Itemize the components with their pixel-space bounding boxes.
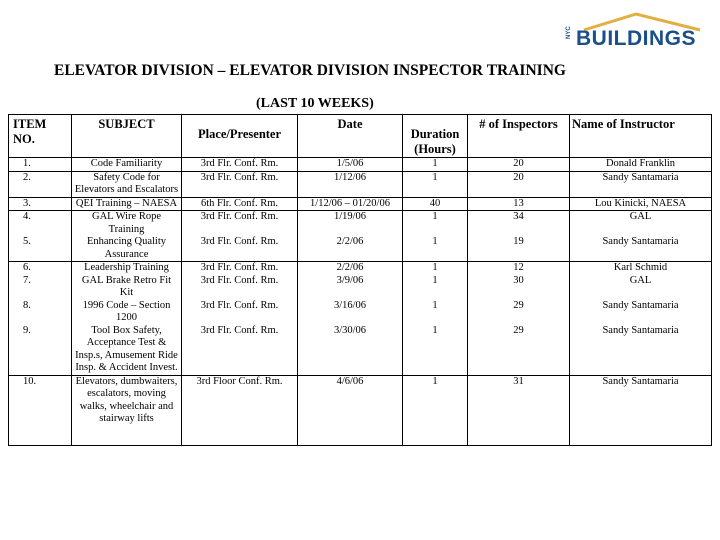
logo-nyc-text: NYC (566, 26, 572, 39)
table-row (9, 375, 712, 445)
cell-subject: GAL Wire Rope Training (72, 211, 182, 237)
cell-subject: Leadership Training (72, 262, 182, 275)
cell-inspectors: 29 (468, 300, 570, 325)
cell-inspectors: 30 (468, 275, 570, 300)
table-row (9, 325, 712, 376)
cell-duration: 1 (403, 171, 468, 197)
cell-place: 3rd Flr. Conf. Rm. (182, 275, 298, 300)
cell-inspectors: 29 (468, 325, 570, 376)
cell-date: 3/9/06 (298, 275, 403, 300)
cell-date: 2/2/06 (298, 236, 403, 262)
cell-date: 3/16/06 (298, 300, 403, 325)
document-title: ELEVATOR DIVISION – ELEVATOR DIVISION INSPECTOR TRAINING (54, 62, 566, 79)
cell-date: 1/12/06 – 01/20/06 (298, 197, 403, 211)
cell-instructor: Lou Kinicki, NAESA (570, 197, 712, 211)
cell-subject: 1996 Code – Section 1200 (72, 300, 182, 325)
cell-item-no: 10. (9, 375, 72, 445)
cell-duration: 1 (403, 211, 468, 237)
cell-duration: 1 (403, 158, 468, 172)
col-header-inspectors: # of Inspectors (468, 115, 570, 158)
col-header-duration: Duration (Hours) (403, 115, 468, 158)
cell-instructor: Sandy Santamaria (570, 171, 712, 197)
cell-inspectors: 20 (468, 158, 570, 172)
cell-inspectors: 13 (468, 197, 570, 211)
cell-item-no: 9. (9, 325, 72, 376)
table-row (9, 211, 712, 237)
cell-instructor: GAL (570, 275, 712, 300)
col-header-subject: SUBJECT (72, 115, 182, 158)
cell-place: 3rd Flr. Conf. Rm. (182, 262, 298, 275)
col-header-date: Date (298, 115, 403, 158)
cell-place: 3rd Flr. Conf. Rm. (182, 236, 298, 262)
cell-subject: QEI Training – NAESA (72, 197, 182, 211)
cell-instructor: Donald Franklin (570, 158, 712, 172)
cell-place: 3rd Flr. Conf. Rm. (182, 325, 298, 376)
cell-date: 1/12/06 (298, 171, 403, 197)
cell-inspectors: 20 (468, 171, 570, 197)
cell-date: 4/6/06 (298, 375, 403, 445)
col-header-item: ITEM NO. (9, 115, 72, 158)
table-row (9, 275, 712, 300)
table-row (9, 197, 712, 211)
cell-subject: Tool Box Safety, Acceptance Test & Insp.s, Amusement Ride Insp. & Accident Invest. (72, 325, 182, 376)
cell-subject: Safety Code for Elevators and Escalators (72, 171, 182, 197)
cell-item-no: 5. (9, 236, 72, 262)
cell-duration: 1 (403, 262, 468, 275)
cell-duration: 1 (403, 275, 468, 300)
cell-inspectors: 31 (468, 375, 570, 445)
cell-place: 3rd Floor Conf. Rm. (182, 375, 298, 445)
cell-date: 3/30/06 (298, 325, 403, 376)
cell-item-no: 7. (9, 275, 72, 300)
cell-subject: Code Familiarity (72, 158, 182, 172)
cell-date: 1/19/06 (298, 211, 403, 237)
table-row (9, 300, 712, 325)
cell-instructor: Karl Schmid (570, 262, 712, 275)
cell-instructor: Sandy Santamaria (570, 300, 712, 325)
cell-place: 3rd Flr. Conf. Rm. (182, 300, 298, 325)
table-header-row (9, 115, 712, 158)
cell-duration: 1 (403, 325, 468, 376)
cell-subject: Elevators, dumbwaiters, escalators, moving walks, wheelchair and stairway lifts (72, 375, 182, 445)
cell-item-no: 2. (9, 171, 72, 197)
cell-duration: 40 (403, 197, 468, 211)
training-table (8, 114, 712, 446)
cell-place: 3rd Flr. Conf. Rm. (182, 158, 298, 172)
table-row (9, 236, 712, 262)
table-row (9, 262, 712, 275)
cell-item-no: 3. (9, 197, 72, 211)
cell-duration: 1 (403, 300, 468, 325)
col-header-place: Place/Presenter (182, 115, 298, 158)
cell-inspectors: 34 (468, 211, 570, 237)
cell-place: 3rd Flr. Conf. Rm. (182, 171, 298, 197)
cell-item-no: 1. (9, 158, 72, 172)
cell-instructor: Sandy Santamaria (570, 325, 712, 376)
cell-place: 6th Flr. Conf. Rm. (182, 197, 298, 211)
cell-date: 2/2/06 (298, 262, 403, 275)
nyc-buildings-logo (566, 12, 706, 54)
table-row (9, 171, 712, 197)
cell-place: 3rd Flr. Conf. Rm. (182, 211, 298, 237)
cell-item-no: 4. (9, 211, 72, 237)
cell-inspectors: 19 (468, 236, 570, 262)
cell-duration: 1 (403, 375, 468, 445)
cell-subject: GAL Brake Retro Fit Kit (72, 275, 182, 300)
cell-subject: Enhancing Quality Assurance (72, 236, 182, 262)
col-header-instructor: Name of Instructor (570, 115, 712, 158)
cell-duration: 1 (403, 236, 468, 262)
cell-instructor: GAL (570, 211, 712, 237)
table-row (9, 158, 712, 172)
cell-instructor: Sandy Santamaria (570, 375, 712, 445)
logo-wordmark: BUILDINGS (576, 27, 696, 50)
document-subtitle: (LAST 10 WEEKS) (256, 96, 374, 111)
cell-instructor: Sandy Santamaria (570, 236, 712, 262)
cell-item-no: 8. (9, 300, 72, 325)
cell-inspectors: 12 (468, 262, 570, 275)
cell-item-no: 6. (9, 262, 72, 275)
cell-date: 1/5/06 (298, 158, 403, 172)
